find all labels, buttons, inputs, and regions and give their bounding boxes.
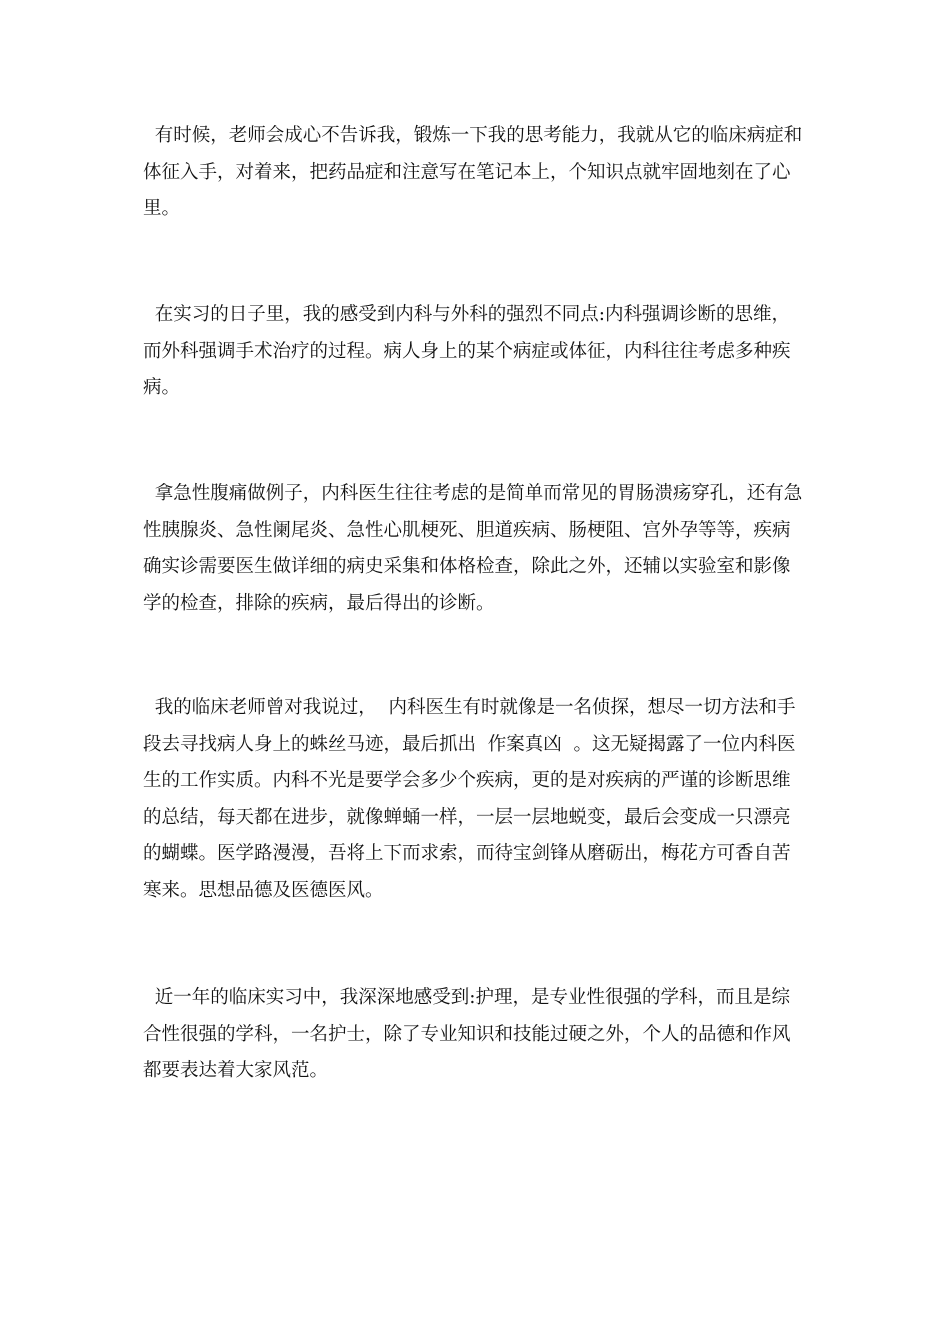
- paragraph-3: 拿急性腹痛做例子，内科医生往往考虑的是简单而常见的胃肠溃疡穿孔，还有急性胰腺炎、急性阑尾炎、急性心肌梗死、胆道疾病、肠梗阻、宫外孕等等，疾病确实诊需要医生做详细的病史采集和体格检查，除此之外，还辅以实验室和影像学的检查，排除的疾病，最后得出的诊断。: [143, 483, 803, 614]
- paragraph-2: 在实习的日子里，我的感受到内科与外科的强烈不同点:内科强调诊断的思维，而外科强调手术治疗的过程。病人身上的某个病症或体征，内科往往考虑多种疾病。: [143, 304, 791, 398]
- paragraph-1: 有时候，老师会成心不告诉我，锻炼一下我的思考能力，我就从它的临床病症和体征入手，对着来，把药品症和注意写在笔记本上，个知识点就牢固地刻在了心里。: [143, 125, 803, 219]
- paragraph-4: 我的临床老师曾对我说过， 内科医生有时就像是一名侦探，想尽一切方法和手段去寻找病人身上的蛛丝马迹，最后抓出 作案真凶 。这无疑揭露了一位内科医生的工作实质。内科不光是要学会多少个疾病，更的是对疾病的严谨的诊断思维的总结，每天都在进步，就像蝉蛹一样，一层一层地蜕变，最后会变成一只漂亮的蝴蝶。医学路漫漫，吾将上下而求索，而待宝剑锋从磨砺出，梅花方可香自苦寒来。思想品德及医德医风。: [143, 697, 796, 901]
- paragraph-5: 近一年的临床实习中，我深深地感受到:护理，是专业性很强的学科，而且是综合性很强的学科，一名护士，除了专业知识和技能过硬之外，个人的品德和作风都要表达着大家风范。: [143, 987, 791, 1081]
